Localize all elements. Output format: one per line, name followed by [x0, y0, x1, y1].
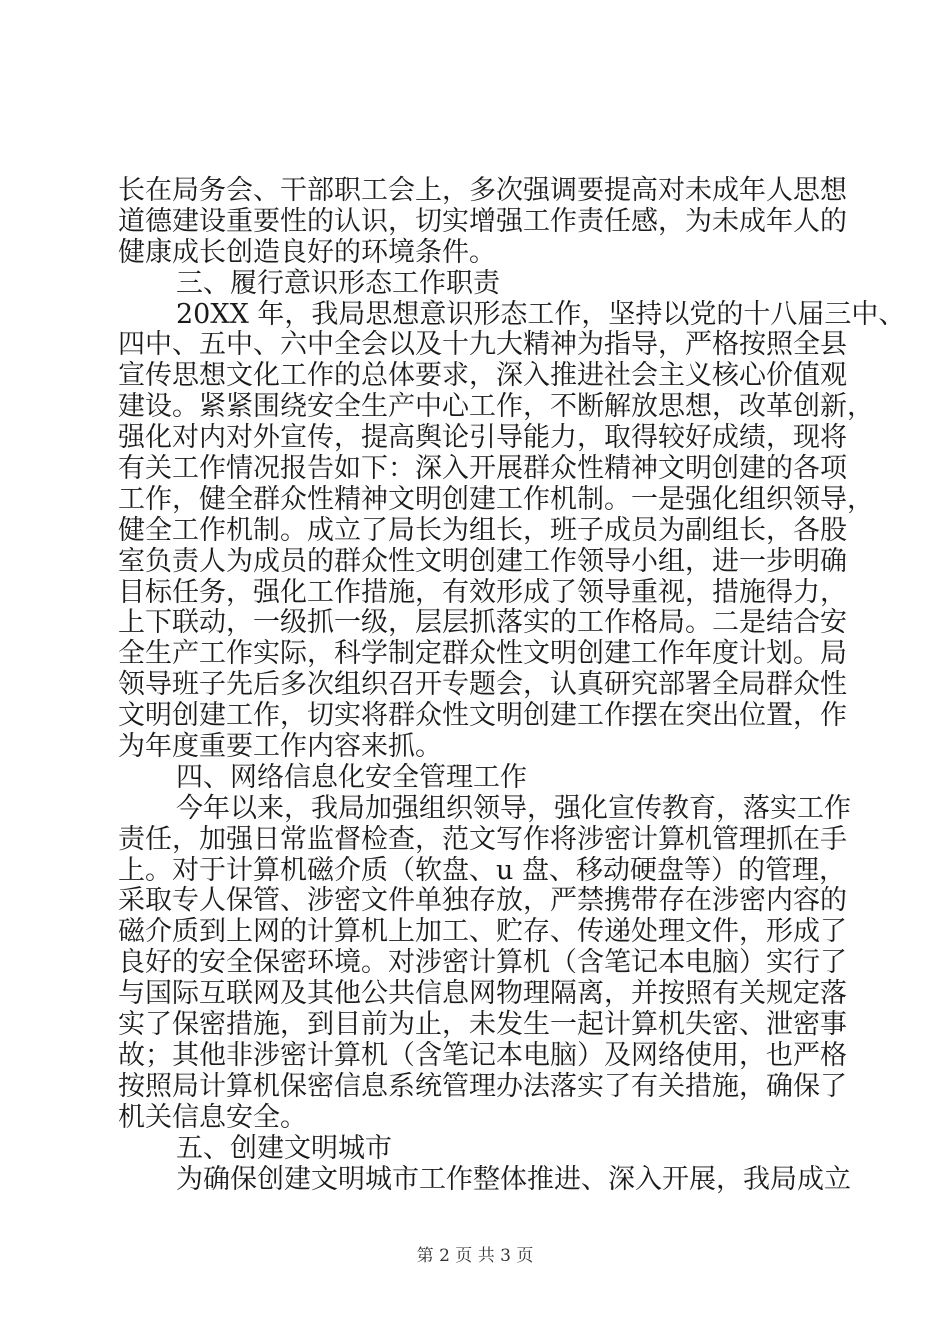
section-heading: 五、创建文明城市 — [176, 1132, 392, 1164]
body-line: 与国际互联网及其他公共信息网物理隔离，并按照有关规定落 — [118, 978, 847, 1010]
body-line: 20XX 年，我局思想意识形态工作，坚持以党的十八届三中、 — [176, 298, 906, 330]
body-line: 为年度重要工作内容来抓。 — [118, 731, 442, 763]
body-line: 健康成长创造良好的环境条件。 — [118, 236, 496, 268]
body-line: 宣传思想文化工作的总体要求，深入推进社会主义核心价值观 — [118, 360, 847, 392]
body-line: 上下联动，一级抓一级，层层抓落实的工作格局。二是结合安 — [118, 607, 847, 639]
body-line: 为确保创建文明城市工作整体推进、深入开展，我局成立 — [176, 1163, 851, 1195]
body-line: 工作，健全群众性精神文明创建工作机制。一是强化组织领导， — [118, 483, 874, 515]
body-line: 全生产工作实际，科学制定群众性文明创建工作年度计划。局 — [118, 638, 847, 670]
body-line: 文明创建工作，切实将群众性文明创建工作摆在突出位置，作 — [118, 700, 847, 732]
section-heading: 三、履行意识形态工作职责 — [176, 267, 500, 299]
body-line: 责任，加强日常监督检查，范文写作将涉密计算机管理抓在手 — [118, 823, 847, 855]
body-line: 有关工作情况报告如下：深入开展群众性精神文明创建的各项 — [118, 453, 847, 485]
page-indicator: 第 2 页 共 3 页 — [416, 1246, 534, 1266]
body-line: 领导班子先后多次组织召开专题会，认真研究部署全局群众性 — [118, 669, 847, 701]
body-line: 按照局计算机保密信息系统管理办法落实了有关措施，确保了 — [118, 1070, 847, 1102]
body-line: 上。对于计算机磁介质（软盘、u 盘、移动硬盘等）的管理， — [118, 854, 846, 886]
body-line: 道德建设重要性的认识，切实增强工作责任感，为未成年人的 — [118, 205, 847, 237]
body-line: 采取专人保管、涉密文件单独存放，严禁携带存在涉密内容的 — [118, 885, 847, 917]
body-line: 机关信息安全。 — [118, 1101, 307, 1133]
body-line: 故；其他非涉密计算机（含笔记本电脑）及网络使用，也严格 — [118, 1039, 847, 1071]
body-line: 磁介质到上网的计算机上加工、贮存、传递处理文件，形成了 — [118, 916, 847, 948]
body-line: 室负责人为成员的群众性文明创建工作领导小组，进一步明确 — [118, 545, 847, 577]
body-line: 强化对内对外宣传，提高舆论引导能力，取得较好成绩，现将 — [118, 422, 847, 454]
body-line: 健全工作机制。成立了局长为组长，班子成员为副组长，各股 — [118, 514, 847, 546]
body-line: 目标任务，强化工作措施，有效形成了领导重视，措施得力， — [118, 576, 847, 608]
page-footer — [0, 1241, 950, 1266]
body-line: 实了保密措施，到目前为止，未发生一起计算机失密、泄密事 — [118, 1009, 847, 1041]
body-line: 建设。紧紧围绕安全生产中心工作，不断解放思想，改革创新， — [118, 391, 874, 423]
body-line: 今年以来，我局加强组织领导，强化宣传教育，落实工作 — [176, 792, 851, 824]
body-line: 四中、五中、六中全会以及十九大精神为指导，严格按照全县 — [118, 329, 847, 361]
document-body — [118, 175, 906, 1195]
body-line: 良好的安全保密环境。对涉密计算机（含笔记本电脑）实行了 — [118, 947, 847, 979]
section-heading: 四、网络信息化安全管理工作 — [176, 761, 527, 793]
body-line: 长在局务会、干部职工会上，多次强调要提高对未成年人思想 — [118, 175, 847, 206]
